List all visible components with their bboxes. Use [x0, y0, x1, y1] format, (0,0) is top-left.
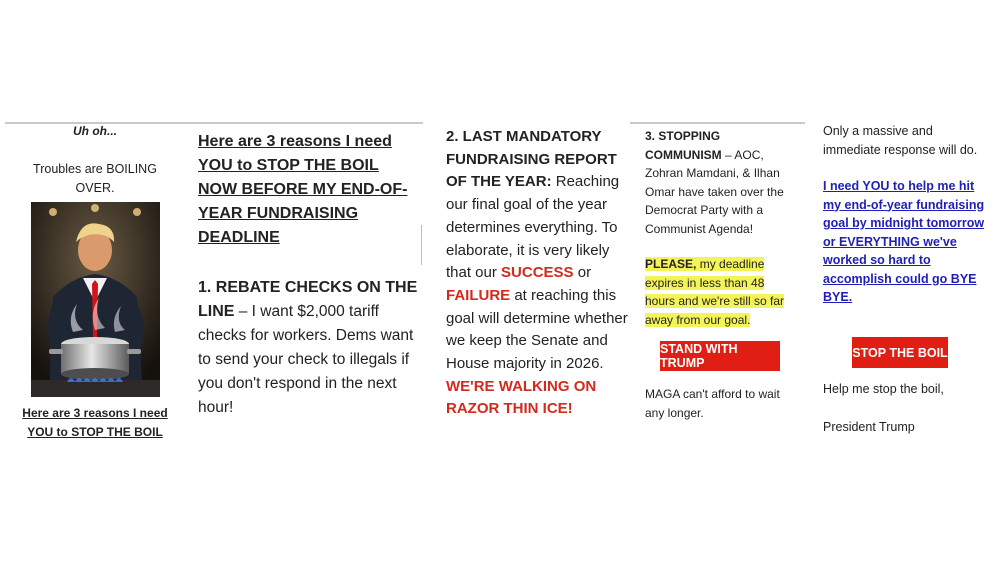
reasons-caption-link[interactable]: Here are 3 reasons I need YOU to STOP THE BOIL [22, 406, 168, 439]
uh-oh-text: Uh oh... [73, 124, 117, 138]
reason-3-paragraph [645, 127, 795, 238]
top-rule-right [630, 122, 805, 124]
maga-text: MAGA can't afford to wait any longer. [645, 387, 780, 420]
success-word: SUCCESS [501, 264, 574, 282]
please-word: PLEASE, [645, 257, 697, 271]
or-word: or [573, 264, 592, 282]
stop-the-boil-button[interactable]: STOP THE BOIL [852, 337, 948, 368]
reason-3-text: – AOC, Zohran Mamdani, & Ilhan Omar have taken over the Democrat Party with a Communist Agenda! [645, 147, 784, 236]
help-text: Help me stop the boil, [823, 382, 944, 396]
troubles-text: Troubles are BOILING OVER. [33, 162, 157, 195]
deadline-text: my deadline expires in less than 48 hours and we're still so far away from our goal. [645, 257, 785, 327]
signature: President Trump [823, 420, 915, 434]
reason-2-text-a: Reaching our final goal of the year determines everything. To elaborate, it is very likely that our [446, 173, 620, 282]
reason-2-title: 2. LAST MANDATORY FUNDRAISING REPORT OF THE YEAR: [446, 128, 617, 191]
reason-2-paragraph [446, 126, 628, 421]
razor-thin-ice-text: WE'RE WALKING ON RAZOR THIN ICE! [446, 377, 597, 418]
boiling-pot-photo [31, 202, 160, 397]
reason-2-text-b: at reaching this goal will determine whether we keep the Senate and House majority in 2026. [446, 286, 628, 373]
stand-with-trump-button[interactable]: STAND WITH TRUMP [660, 341, 780, 371]
deadline-notice [645, 255, 795, 329]
reason-3-title: 3. STOPPING COMMUNISM [645, 129, 722, 162]
response-intro: Only a massive and immediate response will do. [823, 124, 978, 157]
reason-1-title: 1. REBATE CHECKS ON THE LINE [198, 279, 418, 320]
failure-word: FAILURE [446, 286, 511, 304]
reason-1-paragraph [198, 276, 418, 420]
column-divider [421, 225, 422, 265]
reason-1-text: – I want $2,000 tariff checks for workers. Dems want to send your check to illegals if you don't respond in the next hour! [198, 303, 414, 416]
fundraising-goal-link[interactable]: I need YOU to help me hit my end-of-year fundraising goal by midnight tomorrow or EVERYTHING we've worked so hard to accomplish could go BYE BYE. [823, 179, 985, 304]
reasons-heading: Here are 3 reasons I need YOU to STOP THE BOIL NOW BEFORE MY END-OF-YEAR FUNDRAISING DEADLINE [198, 133, 408, 246]
